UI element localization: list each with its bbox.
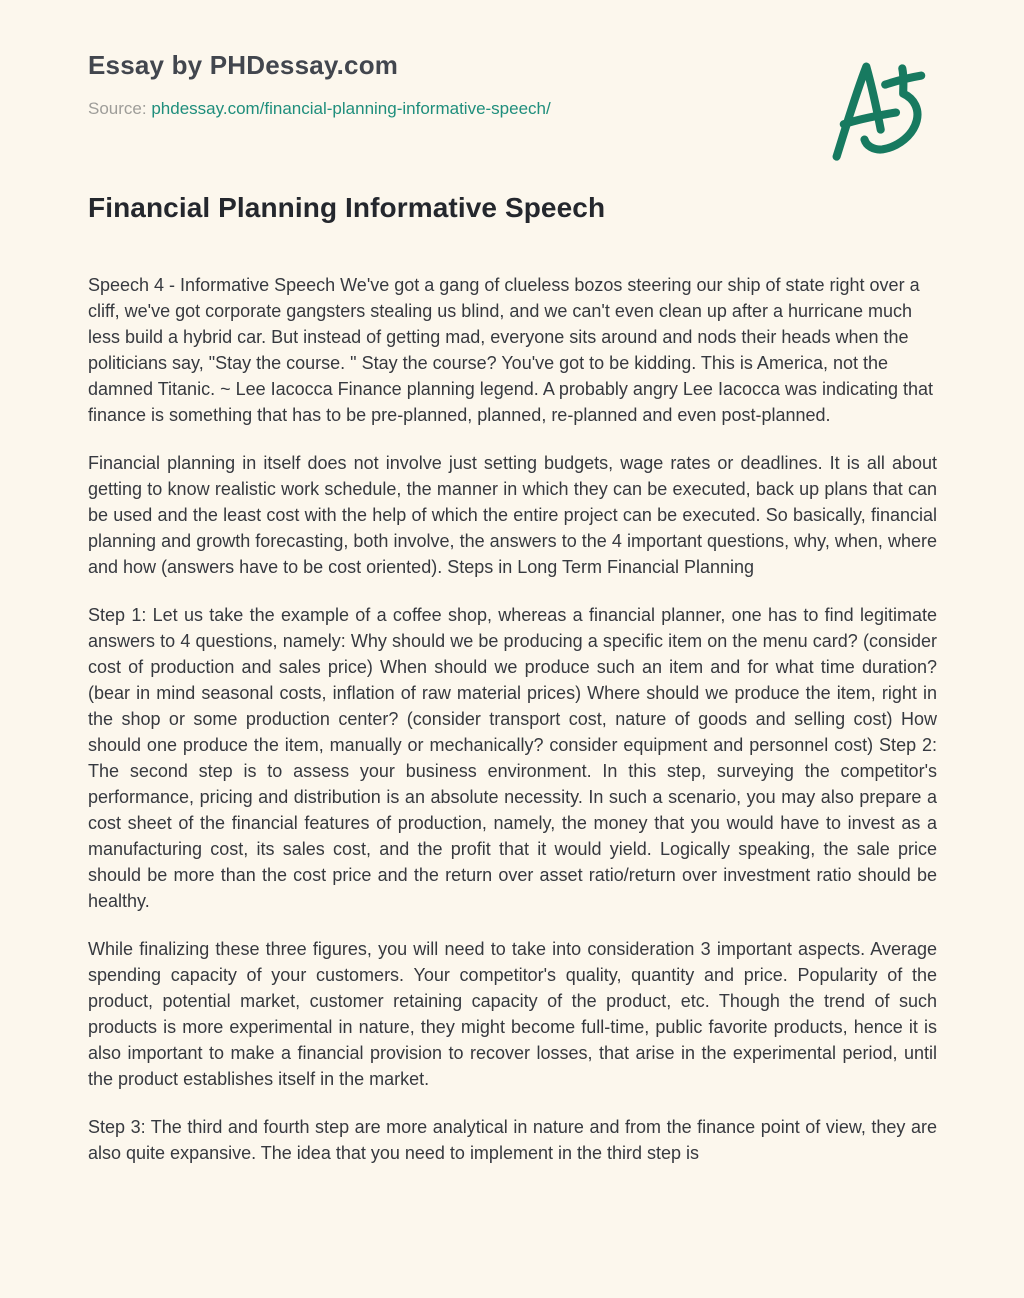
- essay-paragraph-3: Step 1: Let us take the example of a coffee shop, whereas a financial planner, one has to find legitimate answers to 4 questions, namely: Why should we be producing a specific item on the menu card? (consider cost of production and sales price) When should we produce such an item and for what time duration? (bear in mind seasonal costs, inflation of raw material prices) Where should we produce the item, right in the shop or some production center? (consider transport cost, nature of goods and selling cost) How should one produce the item, manually or mechanically? consider equipment and personnel cost) Step 2: The second step is to assess your business environment. In this step, surveying the competitor's performance, pricing and distribution is an absolute necessity. In such a scenario, you may also prepare a cost sheet of the financial features of production, namely, the money that you would have to invest as a manufacturing cost, its sales cost, and the profit that it would yield. Logically speaking, the sale price should be more than the cost price and the return over asset ratio/return over investment ratio should be healthy.: [88, 605, 937, 911]
- source-link[interactable]: phdessay.com/financial-planning-informative-speech/: [151, 99, 551, 118]
- phdessay-a-plus-logo-icon: [824, 50, 932, 166]
- essay-paragraph-4: While finalizing these three figures, you will need to take into consideration 3 important aspects. Average spending capacity of your customers. Your competitor's quality, quantity and price. Popularity of the product, potential market, customer retaining capacity of the product, etc. Though the trend of such products is more experimental in nature, they might become full-time, public favorite products, hence it is also important to make a financial provision to recover losses, that arise in the experimental period, until the product establishes itself in the market.: [88, 939, 937, 1089]
- essay-paragraph-1: Speech 4 - Informative Speech We've got a gang of clueless bozos steering our ship of state right over a cliff, we've got corporate gangsters stealing us blind, and we can't even clean up after a hurricane much less build a hybrid car. But instead of getting mad, everyone sits around and nods their heads when the politicians say, "Stay the course. " Stay the course? You've got to be kidding. This is America, not the damned Titanic. ~ Lee Iacocca Finance planning legend. A probably angry Lee Iacocca was indicating that finance is something that has to be pre-planned, planned, re-planned and even post-planned.: [88, 275, 934, 425]
- essay-paragraph-2: Financial planning in itself does not involve just setting budgets, wage rates or deadlines. It is all about getting to know realistic work schedule, the manner in which they can be executed, back up plans that can be used and the least cost with the help of which the entire project can be executed. So basically, financial planning and growth forecasting, both involve, the answers to the 4 important questions, why, when, where and how (answers have to be cost oriented). Steps in Long Term Financial Planning: [88, 453, 937, 577]
- essay-body: [88, 272, 937, 1255]
- logo-letter-a-stroke: [837, 67, 881, 157]
- source-line: [88, 99, 551, 119]
- essay-paragraph-5-clipped: Step 3: The third and fourth step are more analytical in nature and from the finance point of view, they are also quite expansive. The idea that you need to implement in the third step is: [88, 1117, 937, 1163]
- essay-title: Financial Planning Informative Speech: [88, 192, 606, 223]
- byline-heading: Essay by PHDessay.com: [88, 50, 399, 80]
- source-label: Source:: [88, 99, 147, 118]
